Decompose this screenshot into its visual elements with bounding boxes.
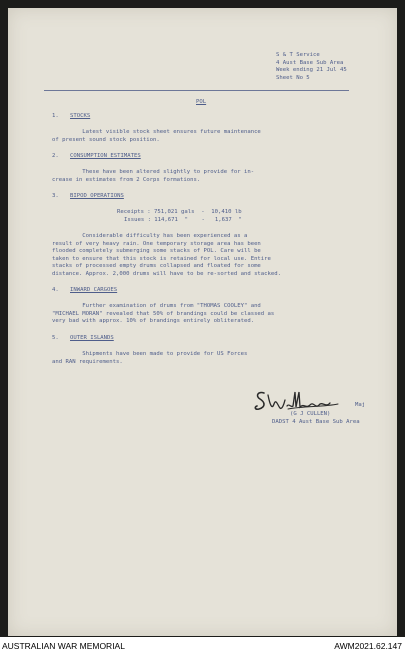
section-1-line-2: of present sound stock position.	[52, 136, 160, 143]
issues-line: Issues : 114,671 " - 1,637 "	[124, 216, 242, 223]
section-1-line-1: Latest visible stock sheet ensures future maintenance	[52, 129, 261, 135]
receipts-line: Receipts : 751,021 gals - 10,410 lb	[117, 209, 242, 215]
header-line-2: 4 Aust Base Sub Area	[276, 59, 344, 66]
section-2-line-1: These have been altered slightly to provide for in-	[52, 169, 255, 175]
section-5-number: 5.	[52, 335, 59, 341]
section-5-line-1: Shipments have been made to provide for US Forces	[52, 351, 248, 357]
section-3-line-2: result of very heavy rain. One temporary storage area has been	[52, 240, 261, 247]
footer-institution: AUSTRALIAN WAR MEMORIAL	[2, 641, 125, 651]
section-2-line-2: crease in estimates from 2 Corps formations.	[52, 176, 201, 183]
document-title: POL	[196, 99, 207, 105]
signature-name: (G J CULLEN)	[290, 411, 331, 417]
section-1-number: 1.	[52, 113, 59, 119]
section-3-line-3: flooded completely submerging some stacks of POL. Care will be	[52, 248, 261, 254]
section-3-number: 3.	[52, 193, 59, 199]
header-rule	[44, 90, 349, 91]
signature-title: DADST 4 Aust Base Sub Area	[272, 418, 360, 425]
section-5-line-2: and RAN requirements.	[52, 358, 123, 365]
section-3-line-4: taken to ensure that this stock is retained for local use. Entire	[52, 255, 271, 262]
section-3-heading: BIPOD OPERATIONS	[70, 193, 124, 199]
footer-accession-number: AWM2021.62.147	[334, 641, 402, 651]
signature-rank: Maj	[355, 402, 366, 408]
section-3-line-1: Considerable difficulty has been experienced as a	[52, 233, 248, 239]
section-2-heading: CONSUMPTION ESTIMATES	[70, 153, 141, 159]
section-3-line-5: stacks of processed empty drums collapsed and floated for some	[52, 263, 261, 269]
section-2-number: 2.	[52, 153, 59, 159]
header-line-4: Sheet No 5	[276, 74, 310, 81]
section-4-line-3: very bad with approx. 10% of brandings entirely obliterated.	[52, 318, 255, 324]
section-4-line-2: "MICHAEL MORAN" revealed that 50% of brandings could be classed as	[52, 310, 275, 317]
header-line-1: S & T Service	[276, 52, 320, 58]
section-3-line-6: distance. Approx. 2,000 drums will have to be re-sorted and stacked.	[52, 270, 282, 277]
section-4-number: 4.	[52, 287, 59, 293]
section-4-line-1: Further examination of drums from "THOMAS COOLEY" and	[52, 303, 261, 309]
footer-bar	[0, 637, 405, 653]
header-line-3: Week ending 21 Jul 45	[276, 67, 347, 73]
section-1-heading: STOCKS	[70, 113, 91, 119]
section-5-heading: OUTER ISLANDS	[70, 335, 114, 341]
section-4-heading: INWARD CARGOES	[70, 287, 118, 293]
